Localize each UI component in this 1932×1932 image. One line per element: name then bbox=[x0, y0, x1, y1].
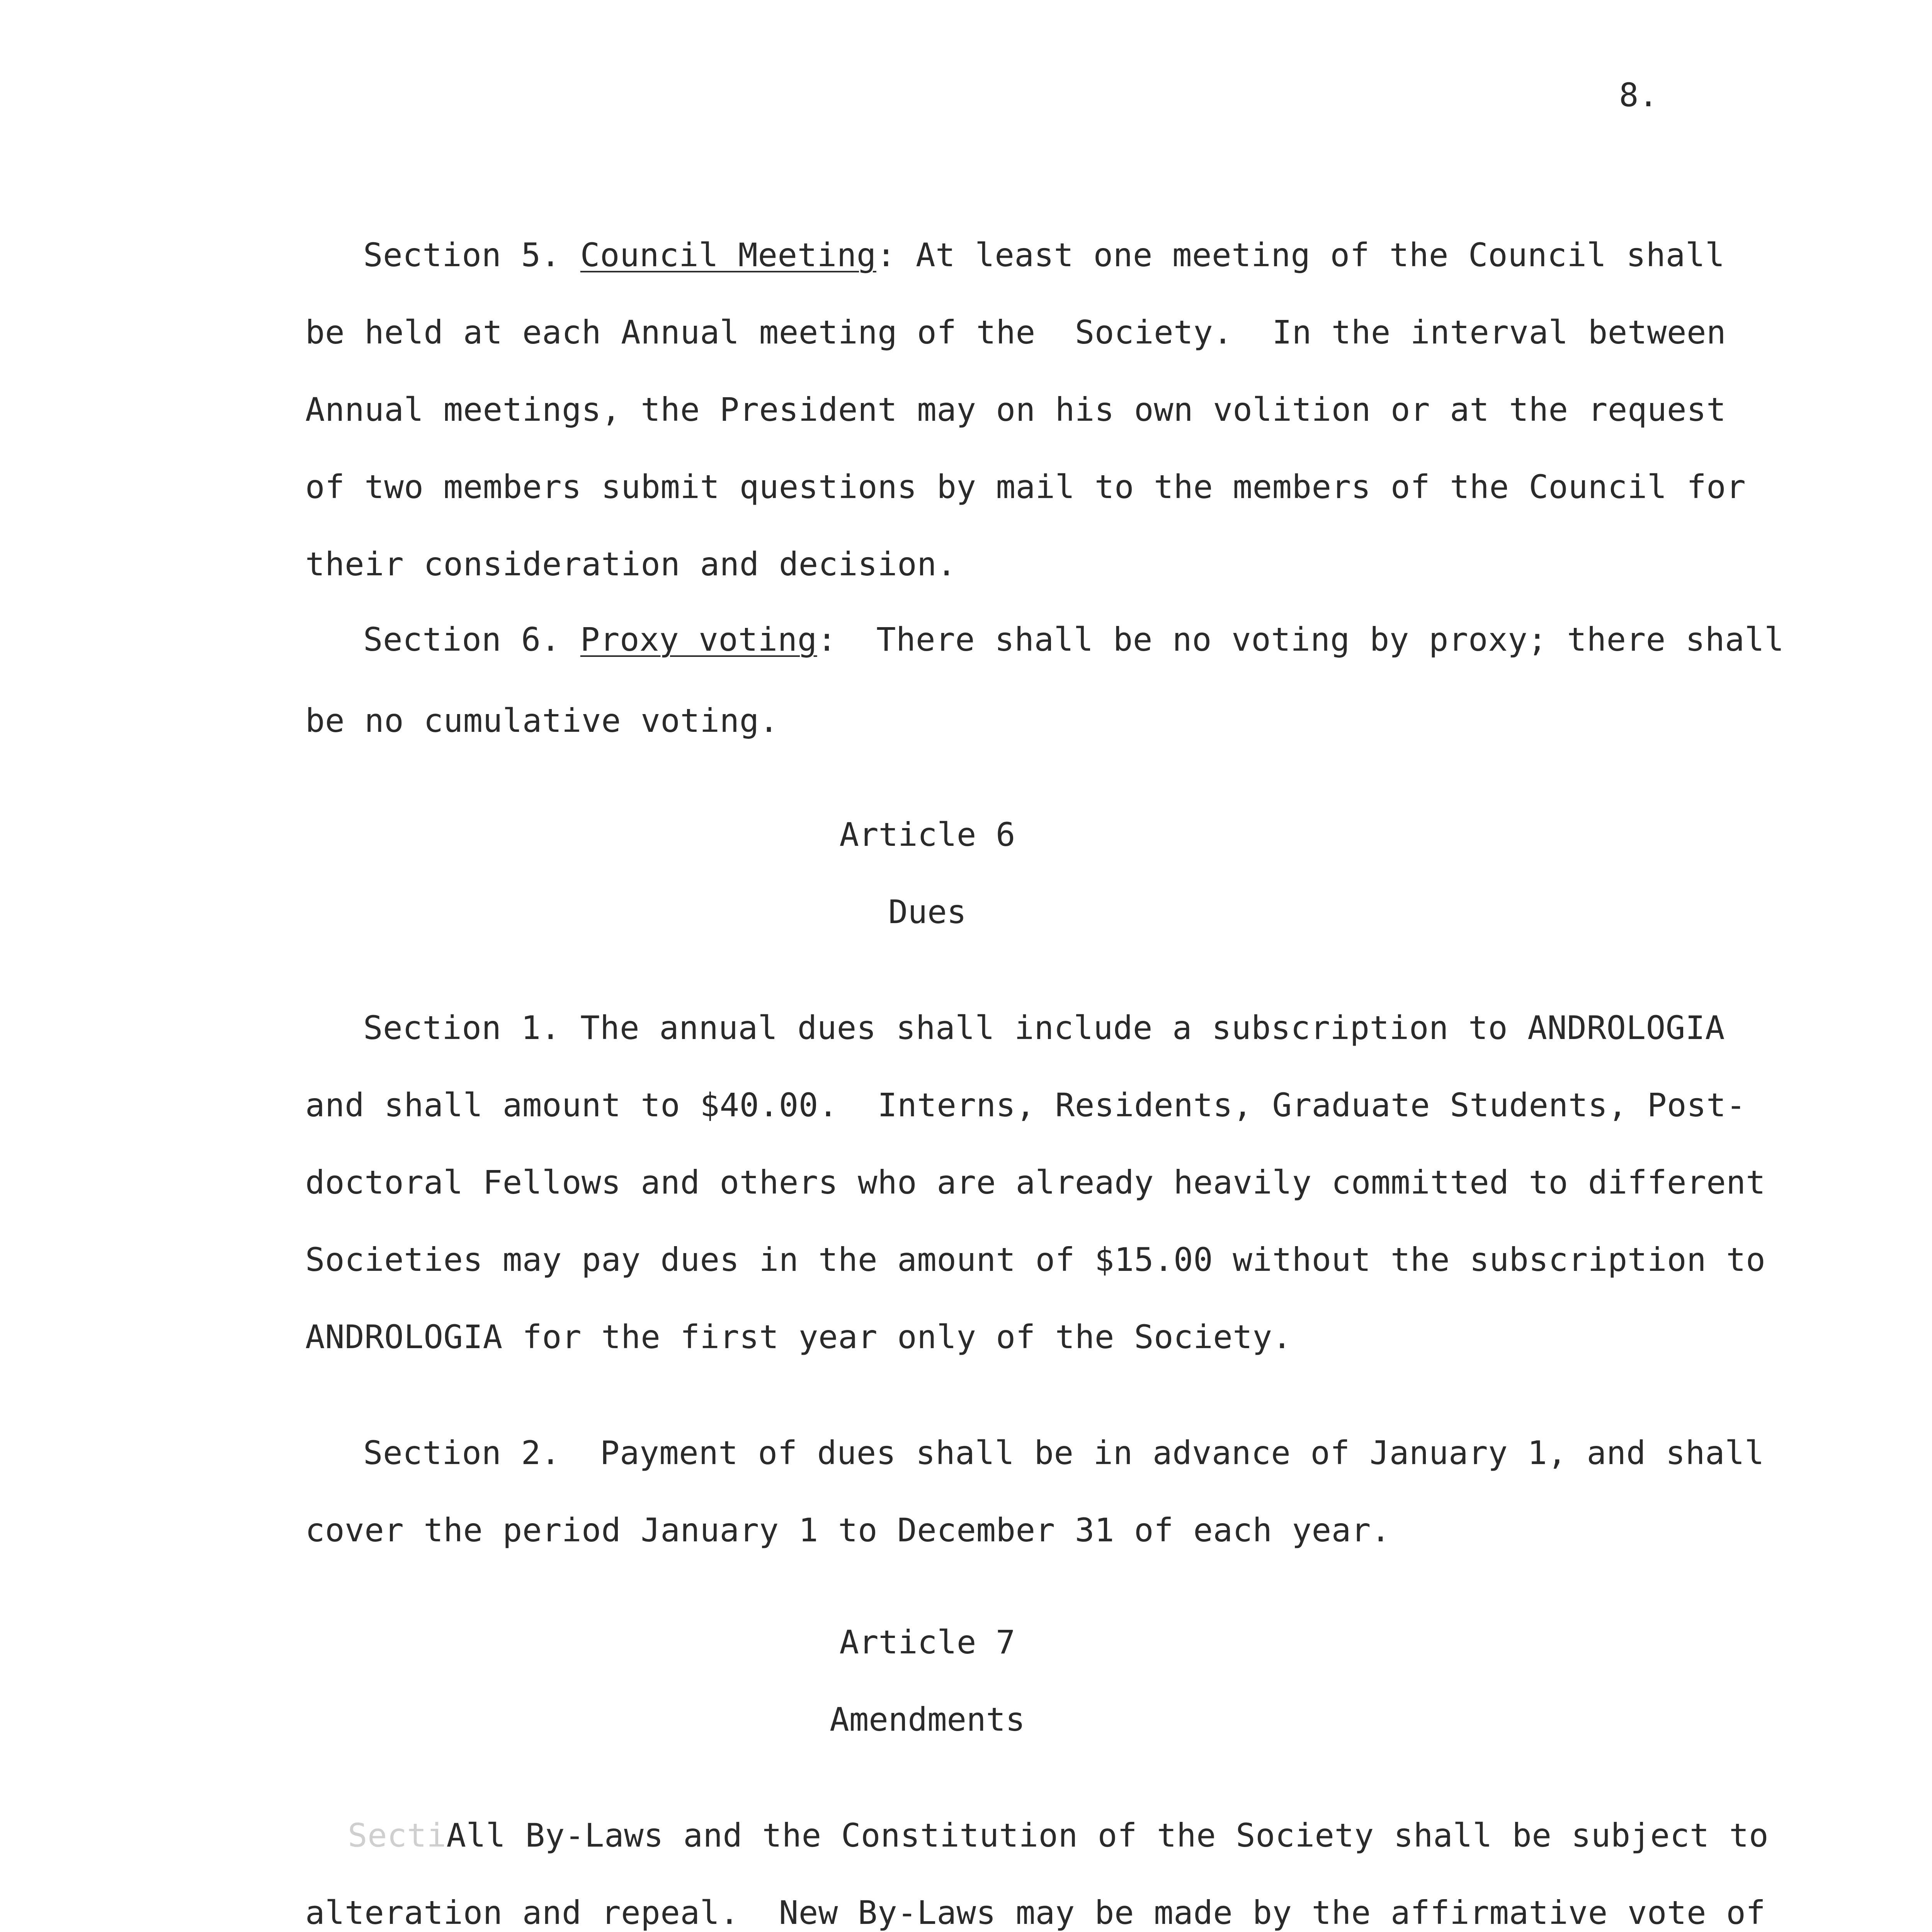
article6-section1-line2: and shall amount to $40.00. Interns, Residents, Graduate Students, Post- bbox=[305, 1086, 1746, 1124]
section5-line3: Annual meetings, the President may on his own volition or at the request bbox=[305, 391, 1726, 429]
article7-para-line1 bbox=[348, 1816, 1769, 1855]
article6-title: Article 6 bbox=[839, 816, 1015, 854]
article7-title: Article 7 bbox=[839, 1623, 1015, 1661]
section5-prefix: Section 5. bbox=[363, 236, 580, 274]
section5-line5: their consideration and decision. bbox=[305, 545, 957, 583]
article6-subtitle: Dues bbox=[888, 893, 967, 931]
article6-section1-line5: ANDROLOGIA for the first year only of the Society. bbox=[305, 1318, 1292, 1356]
section6-line2: be no cumulative voting. bbox=[305, 702, 779, 740]
section6-prefix: Section 6. bbox=[363, 621, 580, 658]
section5-line4: of two members submit questions by mail to the members of the Council for bbox=[305, 468, 1746, 506]
section5-heading: Council Meeting bbox=[580, 236, 876, 274]
section5-line1 bbox=[363, 236, 1725, 274]
article6-section1-line1: Section 1. The annual dues shall include a subscription to ANDROLOGIA bbox=[363, 1009, 1725, 1047]
article6-section2-line2: cover the period January 1 to December 31 of each year. bbox=[305, 1511, 1391, 1549]
article6-section1-line3: doctoral Fellows and others who are already heavily committed to different bbox=[305, 1163, 1766, 1201]
article7-subtitle: Amendments bbox=[830, 1701, 1025, 1738]
article7-para-line2: alteration and repeal. New By-Laws may be made by the affirmative vote of bbox=[305, 1894, 1766, 1932]
page-number: 8. bbox=[1619, 76, 1658, 114]
article6-section2-line1: Section 2. Payment of dues shall be in advance of January 1, and shall bbox=[363, 1434, 1765, 1472]
article7-para-line1-text: All By-Laws and the Constitution of the Society shall be subject to bbox=[446, 1816, 1769, 1854]
section5-line1-rest: : At least one meeting of the Council shall bbox=[876, 236, 1725, 274]
section6-line1-rest: : There shall be no voting by proxy; there shall bbox=[817, 621, 1784, 658]
section5-line2: be held at each Annual meeting of the Society. In the interval between bbox=[305, 313, 1726, 351]
section6-heading: Proxy voting bbox=[580, 621, 817, 658]
article6-section1-line4: Societies may pay dues in the amount of $15.00 without the subscription to bbox=[305, 1241, 1766, 1279]
section6-line1 bbox=[363, 620, 1784, 659]
erased-section-prefix: Secti bbox=[348, 1816, 447, 1854]
